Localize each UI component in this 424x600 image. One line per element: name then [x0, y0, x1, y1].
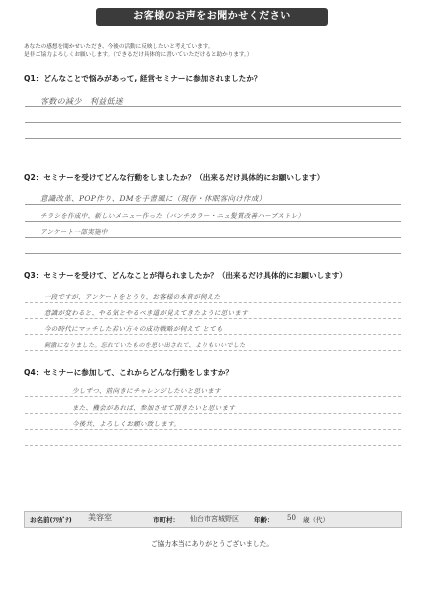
q3-answer-3: 今の時代にマッチした若い方々の成功戦略が伺えて とても [44, 325, 223, 333]
answer-line [25, 429, 401, 430]
age-value: 50 [287, 514, 296, 522]
q2-answer-3: アンケート一部実施中 [40, 228, 108, 236]
name-label: お名前(ﾌﾘｶﾞﾅ) [30, 516, 72, 524]
q4-answer-2: また、機会があれば、参加させて頂きたいと思います [72, 404, 236, 412]
answer-line [25, 138, 401, 139]
answer-line [25, 413, 401, 414]
q3-answer-1: 一段ですが、アンケートをとうり、お客様の本音が伺えた [44, 293, 221, 301]
q2-answer-2: チラシを作成中、新しいメニュー作った（パンチカラー・ニュ髪質改善ハーブストレ） [40, 212, 305, 220]
name-value: 美容室 [88, 513, 112, 522]
q4-answer-1: 少しずつ、前向きにチャレンジしたいと思います [72, 387, 221, 395]
answer-line [25, 396, 401, 397]
question-1-title: Q1：どんなことで悩みがあって, 経営セミナーに参加されましたか？ [24, 74, 262, 83]
q4-answer-3: 今後共、よろしくお願い致します。 [72, 420, 181, 428]
answer-line [25, 253, 401, 254]
answer-line [25, 237, 401, 238]
city-value: 仙台市宮城野区 [190, 515, 239, 523]
question-4-title: Q4：セミナーに参加して、これからどんな行動をしますか？ [24, 368, 234, 377]
answer-line [25, 204, 401, 205]
answer-line [25, 445, 401, 446]
intro-line-2: 是非ご協力よろしくお願いします。（できるだけ具体的に書いていただけると助かります。） [24, 52, 253, 59]
answer-line [25, 221, 401, 222]
answer-line [25, 122, 401, 123]
q3-answer-2: 意識が変わると、やる気とやるべき道が見えてきたように思います [44, 309, 248, 317]
answer-line [25, 350, 401, 351]
question-3-title: Q3：セミナーを受けて、どんなことが得られましたか？（出来るだけ具体的にお願いします） [24, 271, 347, 280]
answer-line [25, 302, 401, 303]
city-label: 市町村： [153, 516, 179, 524]
answer-line [25, 106, 401, 107]
thank-you-message: ご協力本当にありがとうございました。 [150, 540, 274, 548]
q2-answer-1: 意識改革、POP作り、DMを手書風に（現存・休眠客向け作成） [40, 194, 267, 203]
answer-line [25, 334, 401, 335]
answer-line [25, 318, 401, 319]
intro-line-1: あなたの感想を聞かせいただき、今後の活動に反映したいと考えています。 [24, 44, 214, 50]
question-2-title: Q2：セミナーを受けてどんな行動をしましたか？（出来るだけ具体的にお願いします） [24, 173, 325, 182]
intro-text [24, 43, 252, 60]
form-title: お客様のお声をお聞かせください [96, 8, 328, 26]
q3-answer-4: 刺激になりました。忘れていたものを思い出されて、よりもいいでした [44, 342, 246, 349]
age-suffix: 歳（代） [303, 516, 329, 524]
age-label: 年齢： [254, 516, 274, 524]
q1-answer-1: 客数の減少 利益低迷 [40, 97, 123, 106]
